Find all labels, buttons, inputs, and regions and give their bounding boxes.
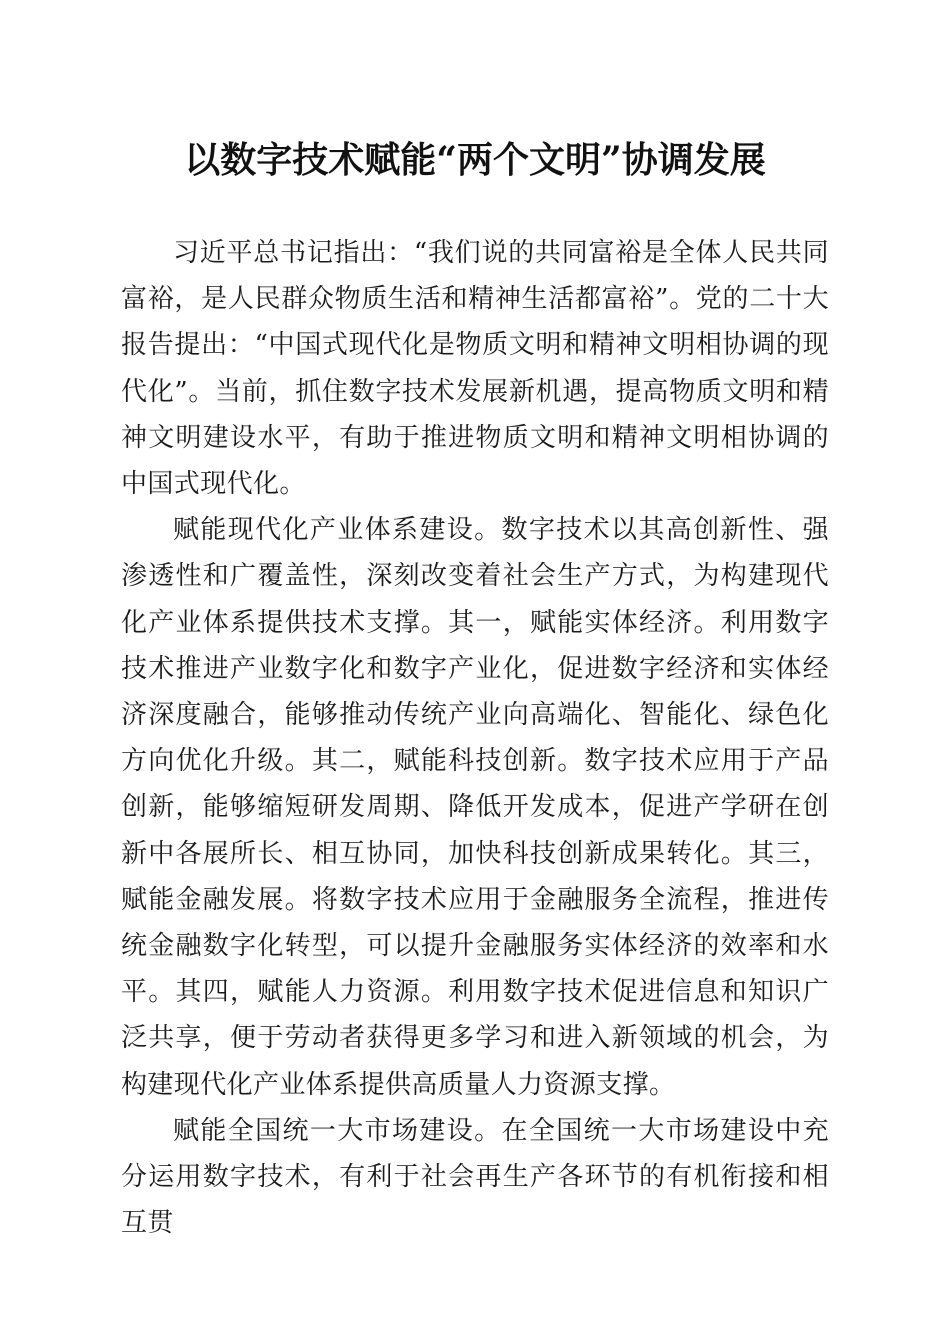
document-title: 以数字技术赋能“两个文明”协调发展 bbox=[184, 139, 766, 181]
document-body bbox=[121, 230, 829, 1246]
paragraph-industrial-system: 赋能现代化产业体系建设。数字技术以其高创新性、强渗透性和广覆盖性，深刻改变着社会生产方式，为构建现代化产业体系提供技术支撑。其一，赋能实体经济。利用数字技术推进产业数字化和数字产业化，促进数字经济和实体经济深度融合，能够推动传统产业向高端化、智能化、绿色化方向优化升级。其二，赋能科技创新。数字技术应用于产品创新，能够缩短研发周期、降低开发成本，促进产学研在创新中各展所长、相互协同，加快科技创新成果转化。其三，赋能金融发展。将数字技术应用于金融服务全流程，推进传统金融数字化转型，可以提升金融服务实体经济的效率和水平。其四，赋能人力资源。利用数字技术促进信息和知识广泛共享，便于劳动者获得更多学习和进入新领域的机会，为构建现代化产业体系提供高质量人力资源支撑。 bbox=[121, 515, 829, 1100]
paragraph-intro: 习近平总书记指出：“我们说的共同富裕是全体人民共同富裕，是人民群众物质生活和精神生活都富裕”。党的二十大报告提出：“中国式现代化是物质文明和精神文明相协调的现代化”。当前，抓住数字技术发展新机遇，提高物质文明和精神文明建设水平，有助于推进物质文明和精神文明相协调的中国式现代化。 bbox=[121, 238, 829, 500]
paragraph-unified-market: 赋能全国统一大市场建设。在全国统一大市场建设中充分运用数字技术，有利于社会再生产各环节的有机衔接和相互贯 bbox=[121, 1115, 829, 1239]
